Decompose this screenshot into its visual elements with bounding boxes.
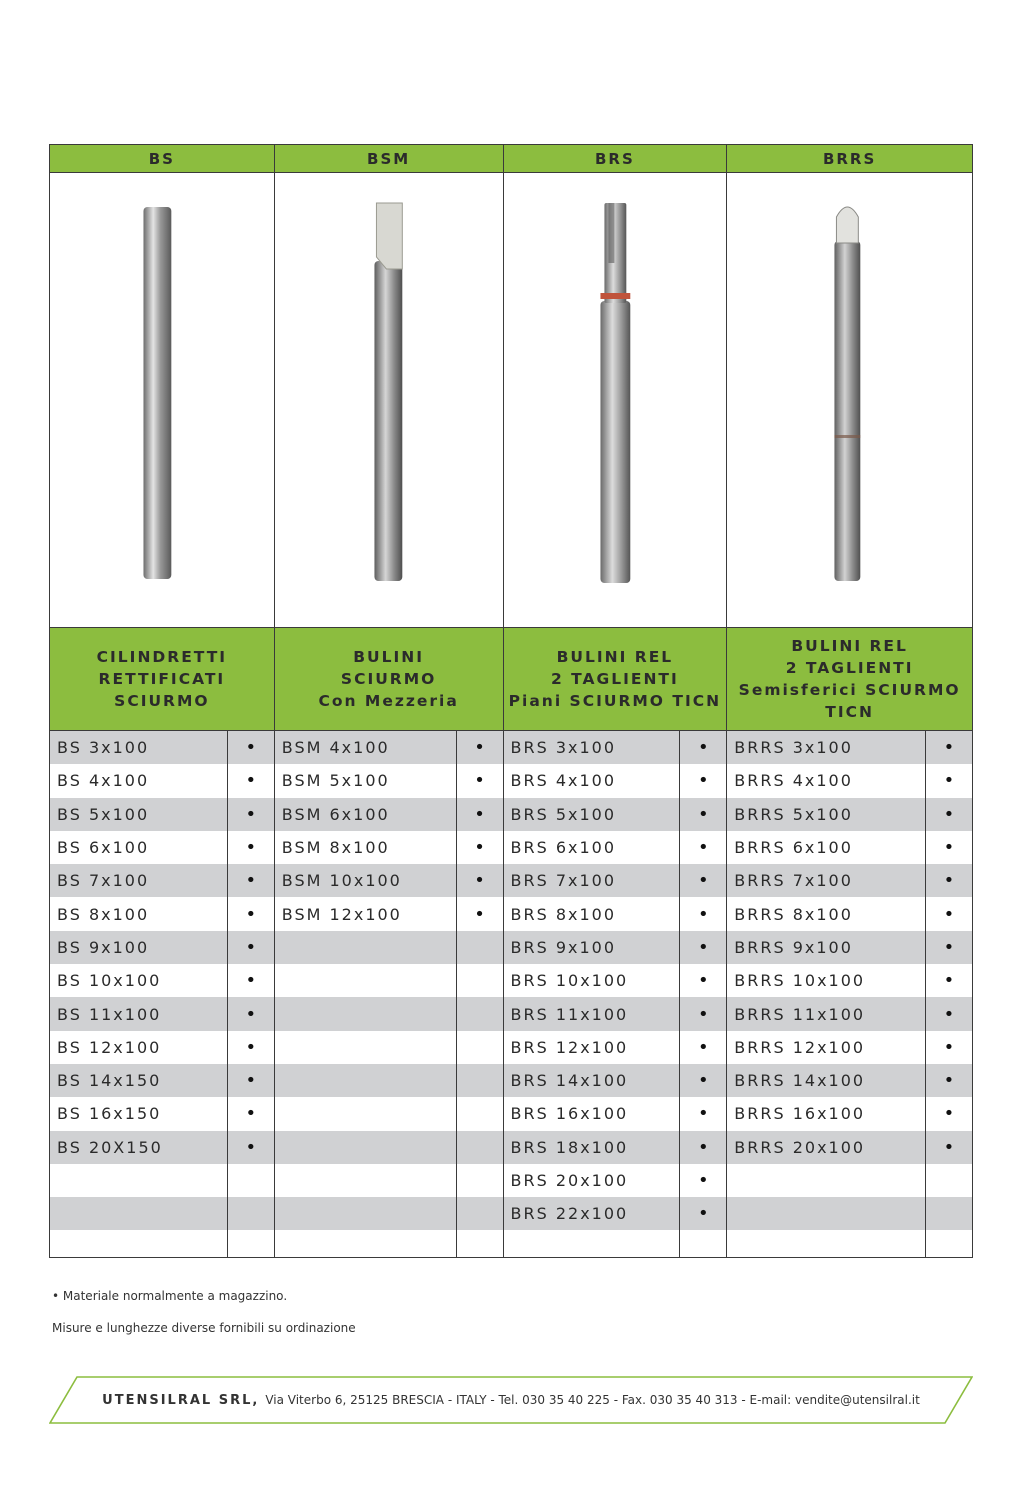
stock-mark: • xyxy=(679,831,726,864)
stock-mark xyxy=(227,1197,274,1230)
stock-mark: • xyxy=(925,864,972,897)
description-line: SCIURMO xyxy=(340,670,437,688)
size-code xyxy=(275,1064,456,1097)
stock-mark xyxy=(456,1064,503,1097)
size-list xyxy=(275,731,503,1258)
stock-mark: • xyxy=(227,1097,274,1130)
size-row xyxy=(727,1064,972,1097)
size-code: BRS 20x100 xyxy=(510,1171,629,1190)
size-row xyxy=(50,731,274,764)
size-row xyxy=(275,1164,503,1197)
size-row xyxy=(50,831,274,864)
size-code xyxy=(275,964,456,997)
size-row xyxy=(275,997,503,1030)
stock-mark: • xyxy=(227,831,274,864)
description-line: Con Mezzeria xyxy=(318,692,459,710)
stock-mark: • xyxy=(456,798,503,831)
size-row xyxy=(50,1031,274,1064)
size-row xyxy=(727,964,972,997)
stock-mark xyxy=(456,931,503,964)
size-code xyxy=(275,1164,456,1197)
size-row xyxy=(275,831,503,864)
stock-mark: • xyxy=(925,1097,972,1130)
stock-mark: • xyxy=(456,764,503,797)
size-row xyxy=(275,964,503,997)
tool-photo xyxy=(727,173,972,628)
size-code: BRS 4x100 xyxy=(510,771,617,791)
size-row xyxy=(504,964,727,997)
description-line: Piani SCIURMO TICN xyxy=(508,692,722,710)
stock-mark xyxy=(456,997,503,1030)
size-code: BS 16x150 xyxy=(57,1104,162,1124)
product-column-bs xyxy=(50,145,275,1258)
description-line: SCIURMO xyxy=(114,692,210,710)
stock-mark xyxy=(227,1230,274,1257)
size-row xyxy=(504,931,727,964)
size-row xyxy=(275,1097,503,1130)
stock-mark: • xyxy=(456,731,503,764)
stock-mark: • xyxy=(679,1097,726,1130)
size-row xyxy=(50,764,274,797)
size-code: BS 11x100 xyxy=(57,1004,162,1024)
stock-mark: • xyxy=(227,1031,274,1064)
product-column-brs xyxy=(504,145,728,1258)
tool-photo xyxy=(275,173,503,628)
stock-mark: • xyxy=(925,1064,972,1097)
stock-mark: • xyxy=(227,731,274,764)
size-code: BRRS 20x100 xyxy=(734,1137,866,1157)
size-code xyxy=(727,1230,925,1257)
size-code: BRS 14x100 xyxy=(510,1071,629,1091)
size-row xyxy=(727,1031,972,1064)
size-code: BSM 4x100 xyxy=(281,738,390,758)
size-code: BS 7x100 xyxy=(57,871,150,891)
size-row xyxy=(727,798,972,831)
description-line: CILINDRETTI xyxy=(96,648,228,666)
size-row xyxy=(727,764,972,797)
size-row xyxy=(50,1197,274,1230)
size-code: BRS 16x100 xyxy=(510,1104,629,1124)
stock-mark xyxy=(925,1164,972,1197)
description-line: TICN xyxy=(825,703,874,721)
stock-mark: • xyxy=(679,864,726,897)
size-list xyxy=(504,731,727,1258)
stock-mark: • xyxy=(227,764,274,797)
size-row xyxy=(727,1197,972,1230)
stock-mark: • xyxy=(227,798,274,831)
stock-mark: • xyxy=(925,964,972,997)
stock-mark xyxy=(227,1164,274,1197)
stock-mark: • xyxy=(925,1131,972,1164)
size-row xyxy=(504,1164,727,1197)
tool-image xyxy=(275,173,503,627)
description-line: BULINI xyxy=(353,648,425,666)
size-row xyxy=(50,1131,274,1164)
size-code: BRS 18x100 xyxy=(510,1137,629,1157)
size-row xyxy=(727,831,972,864)
column-description xyxy=(50,628,274,731)
size-code xyxy=(727,1197,925,1230)
size-row xyxy=(275,764,503,797)
size-code: BRRS 11x100 xyxy=(734,1004,866,1024)
size-row-blank xyxy=(727,1230,972,1257)
size-row-blank xyxy=(275,1230,503,1257)
footer-banner xyxy=(49,1376,973,1424)
description-line: 2 TAGLIENTI xyxy=(785,659,914,677)
size-row xyxy=(50,864,274,897)
stock-mark: • xyxy=(679,897,726,930)
company-address: Via Viterbo 6, 25125 BRESCIA - ITALY - Tel. 030 35 40 225 - Fax. 030 35 40 313 - E-mail: vendite@utensilral.it xyxy=(265,1393,920,1407)
product-column-bsm xyxy=(275,145,504,1258)
size-code: BS 9x100 xyxy=(57,937,150,957)
size-code xyxy=(50,1164,227,1197)
size-code: BRS 12x100 xyxy=(510,1037,629,1057)
size-code: BRS 6x100 xyxy=(510,838,617,858)
description-line: BULINI REL xyxy=(556,648,674,666)
size-list xyxy=(727,731,972,1258)
stock-mark xyxy=(456,964,503,997)
size-code: BRS 5x100 xyxy=(510,804,617,824)
size-row xyxy=(50,1097,274,1130)
size-code: BRRS 5x100 xyxy=(734,804,853,824)
size-row xyxy=(50,931,274,964)
stock-mark: • xyxy=(227,864,274,897)
stock-mark: • xyxy=(679,764,726,797)
size-code: BS 4x100 xyxy=(57,771,150,791)
size-code: BSM 5x100 xyxy=(281,771,390,791)
size-row xyxy=(275,931,503,964)
stock-mark: • xyxy=(227,1064,274,1097)
size-code: BSM 6x100 xyxy=(281,804,390,824)
size-row xyxy=(504,864,727,897)
size-row-blank xyxy=(50,1230,274,1257)
catalog-grid xyxy=(49,144,973,1258)
size-code xyxy=(50,1197,227,1230)
size-code xyxy=(275,1230,456,1257)
size-row xyxy=(275,1131,503,1164)
stock-mark: • xyxy=(227,997,274,1030)
company-name: UTENSILRAL SRL, xyxy=(102,1392,260,1408)
size-row xyxy=(275,864,503,897)
size-row xyxy=(504,731,727,764)
stock-mark: • xyxy=(925,731,972,764)
description-line: Semisferici SCIURMO xyxy=(738,681,961,699)
size-list xyxy=(50,731,274,1258)
stock-mark: • xyxy=(227,1131,274,1164)
stock-mark: • xyxy=(227,931,274,964)
size-row xyxy=(504,1064,727,1097)
stock-mark: • xyxy=(679,798,726,831)
product-column-brrs xyxy=(727,145,973,1258)
size-code xyxy=(275,1197,456,1230)
size-row xyxy=(50,997,274,1030)
size-row-blank xyxy=(504,1230,727,1257)
stock-mark: • xyxy=(679,1131,726,1164)
stock-mark: • xyxy=(679,1197,726,1230)
stock-mark: • xyxy=(456,864,503,897)
stock-note: • Materiale normalmente a magazzino. xyxy=(52,1289,288,1303)
size-code xyxy=(50,1230,227,1257)
column-code-header: BS xyxy=(50,145,274,173)
product-catalog-table xyxy=(49,144,973,1258)
size-code xyxy=(275,1131,456,1164)
size-code: BRRS 12x100 xyxy=(734,1037,866,1057)
size-code: BRS 9x100 xyxy=(510,937,617,957)
column-code-header: BRRS xyxy=(727,145,972,173)
size-row xyxy=(275,798,503,831)
size-row xyxy=(504,764,727,797)
column-description xyxy=(504,628,727,731)
size-code: BRRS 4x100 xyxy=(734,771,853,791)
stock-mark xyxy=(456,1164,503,1197)
size-code: BS 3x100 xyxy=(57,738,150,758)
size-code: BRS 10x100 xyxy=(510,971,629,991)
size-code: BRS 8x100 xyxy=(510,904,617,924)
stock-mark: • xyxy=(679,964,726,997)
stock-mark: • xyxy=(227,964,274,997)
stock-mark xyxy=(456,1230,503,1257)
stock-mark xyxy=(456,1131,503,1164)
description-line: BULINI REL xyxy=(791,637,908,655)
size-row xyxy=(727,1164,972,1197)
size-row xyxy=(275,897,503,930)
size-row xyxy=(50,964,274,997)
size-row xyxy=(504,798,727,831)
stock-mark: • xyxy=(679,1031,726,1064)
tool-image xyxy=(504,173,727,627)
custom-order-note: Misure e lunghezze diverse fornibili su ordinazione xyxy=(52,1321,356,1335)
stock-mark: • xyxy=(925,897,972,930)
stock-mark xyxy=(456,1197,503,1230)
size-code xyxy=(275,931,456,964)
tool-image xyxy=(50,173,274,627)
stock-mark: • xyxy=(925,1031,972,1064)
size-row xyxy=(727,1097,972,1130)
size-code: BRRS 6x100 xyxy=(734,838,853,858)
size-code: BS 14x150 xyxy=(57,1071,162,1091)
stock-mark: • xyxy=(679,1064,726,1097)
description-line: 2 TAGLIENTI xyxy=(550,670,679,688)
size-code: BRRS 14x100 xyxy=(734,1071,866,1091)
size-code: BRS 11x100 xyxy=(510,1004,629,1024)
size-code: BRRS 9x100 xyxy=(734,937,853,957)
size-code: BS 10x100 xyxy=(57,971,162,991)
size-code: BS 20X150 xyxy=(57,1137,163,1157)
stock-mark: • xyxy=(925,931,972,964)
size-code: BRS 22x100 xyxy=(510,1204,629,1224)
description-line: RETTIFICATI xyxy=(98,670,226,688)
stock-mark: • xyxy=(925,831,972,864)
column-code-header: BRS xyxy=(504,145,727,173)
size-row xyxy=(504,1031,727,1064)
tool-photo xyxy=(504,173,727,628)
size-code: BS 5x100 xyxy=(57,804,150,824)
stock-mark: • xyxy=(925,997,972,1030)
size-row xyxy=(727,897,972,930)
size-code: BRS 3x100 xyxy=(510,738,617,758)
size-code: BRRS 7x100 xyxy=(734,871,853,891)
size-code: BRS 7x100 xyxy=(510,871,617,891)
size-row xyxy=(275,731,503,764)
size-row xyxy=(727,1131,972,1164)
tool-photo xyxy=(50,173,274,628)
size-row xyxy=(504,897,727,930)
stock-mark: • xyxy=(679,997,726,1030)
stock-mark xyxy=(456,1097,503,1130)
size-code xyxy=(275,1097,456,1130)
size-code xyxy=(727,1164,925,1197)
size-row xyxy=(275,1031,503,1064)
size-code: BS 8x100 xyxy=(57,904,150,924)
stock-mark xyxy=(679,1230,726,1257)
size-code: BS 6x100 xyxy=(57,838,150,858)
size-code: BS 12x100 xyxy=(57,1037,162,1057)
size-code xyxy=(504,1230,680,1257)
size-code: BSM 8x100 xyxy=(281,838,390,858)
stock-mark: • xyxy=(227,897,274,930)
column-description xyxy=(727,628,972,731)
size-row xyxy=(504,1097,727,1130)
size-row xyxy=(727,864,972,897)
size-row xyxy=(50,1164,274,1197)
stock-mark: • xyxy=(679,731,726,764)
size-row xyxy=(727,997,972,1030)
stock-mark xyxy=(456,1031,503,1064)
size-code xyxy=(275,997,456,1030)
size-code: BRRS 16x100 xyxy=(734,1104,866,1124)
size-row xyxy=(504,1131,727,1164)
size-row xyxy=(50,798,274,831)
size-row xyxy=(50,1064,274,1097)
size-code: BSM 12x100 xyxy=(281,904,402,924)
size-code: BRRS 3x100 xyxy=(734,738,853,758)
stock-mark: • xyxy=(925,798,972,831)
stock-mark: • xyxy=(456,831,503,864)
stock-mark: • xyxy=(679,1164,726,1197)
size-row xyxy=(504,1197,727,1230)
size-row xyxy=(504,831,727,864)
size-row xyxy=(275,1197,503,1230)
size-code: BRRS 8x100 xyxy=(734,904,853,924)
size-row xyxy=(727,731,972,764)
size-row xyxy=(727,931,972,964)
column-code-header: BSM xyxy=(275,145,503,173)
stock-mark: • xyxy=(925,764,972,797)
stock-mark: • xyxy=(679,931,726,964)
stock-mark xyxy=(925,1230,972,1257)
size-row xyxy=(50,897,274,930)
stock-mark xyxy=(925,1197,972,1230)
size-row xyxy=(504,997,727,1030)
tool-image xyxy=(727,173,972,627)
size-code: BRRS 10x100 xyxy=(734,971,866,991)
size-code: BSM 10x100 xyxy=(281,871,402,891)
size-code xyxy=(275,1031,456,1064)
stock-mark: • xyxy=(456,897,503,930)
column-description xyxy=(275,628,503,731)
size-row xyxy=(275,1064,503,1097)
